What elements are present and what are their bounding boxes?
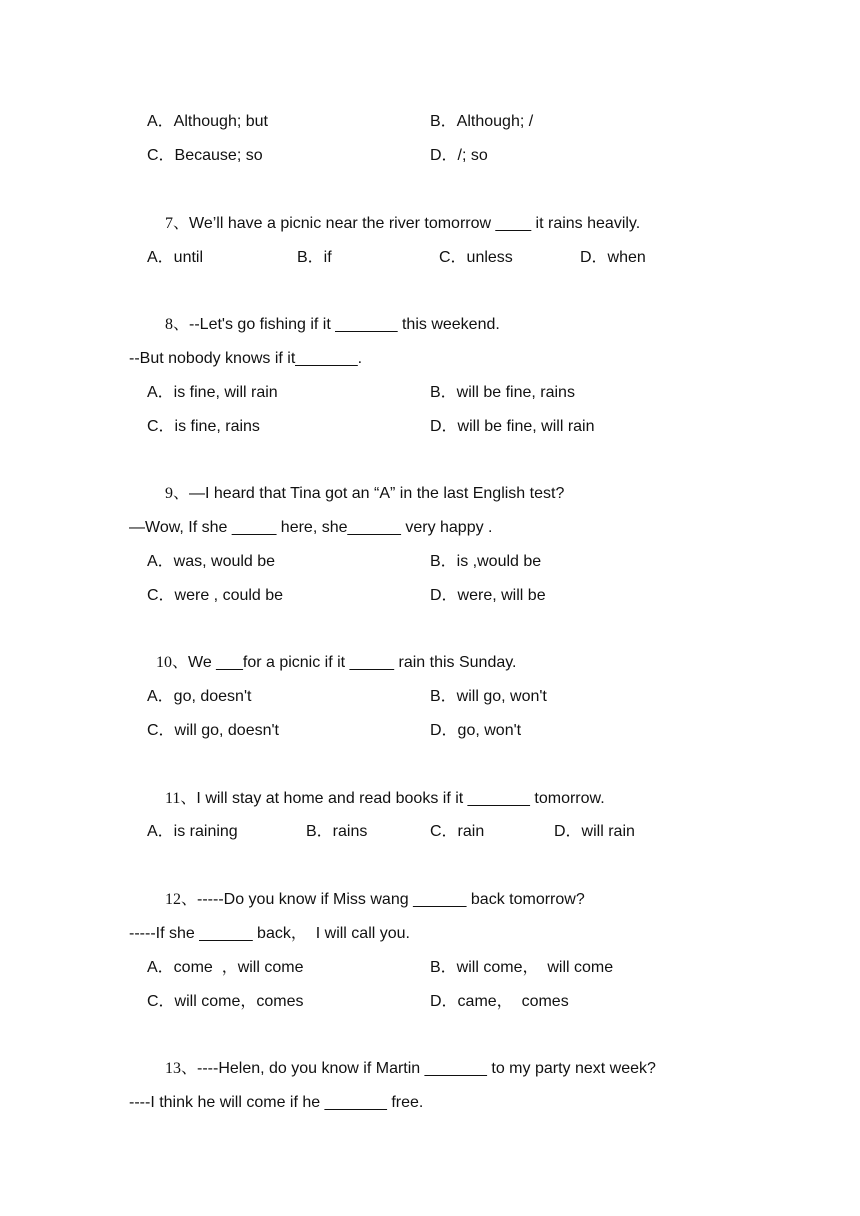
q12-option-a: A．come ，will come	[147, 959, 304, 976]
q6-option-a: A．Although; but	[147, 113, 268, 130]
q12-option-b: B．will come， will come	[430, 959, 614, 976]
q7-option-c: C．unless	[439, 249, 513, 266]
q13-stem-line	[165, 1059, 656, 1079]
q12-stem: -----Do you know if Miss wang ______ back tomorrow?	[197, 891, 585, 908]
q9-option-b: B．is ,would be	[430, 553, 542, 570]
q8-stem: --Let's go fishing if it _______ this weekend.	[189, 316, 500, 333]
q9-option-a: A．was, would be	[147, 553, 276, 570]
q10-option-b: B．will go, won't	[430, 688, 547, 705]
q11-option-c: C．rain	[430, 823, 485, 840]
q6-option-d: D．/; so	[430, 147, 488, 164]
q6-option-c: C．Because; so	[147, 147, 263, 164]
q11-option-b: B．rains	[306, 823, 368, 840]
q10-stem: We ___for a picnic if it _____ rain this Sunday.	[188, 654, 517, 671]
q11-stem-line	[165, 789, 605, 809]
q12-option-d: D．came， comes	[430, 993, 569, 1010]
q7-stem-line	[165, 214, 640, 234]
q9-option-c: C．were , could be	[147, 587, 284, 604]
q8-option-a: A．is fine, will rain	[147, 384, 278, 401]
q8-stem-line	[165, 315, 500, 335]
q8-option-c: C．is fine, rains	[147, 418, 260, 435]
q7-option-b: B．if	[297, 249, 332, 266]
q9-number: 9、	[165, 485, 190, 502]
q13-number: 13、	[165, 1060, 198, 1077]
q11-stem: I will stay at home and read books if it _______ tomorrow.	[196, 790, 605, 807]
q12-stem-line	[165, 890, 585, 910]
q8-number: 8、	[165, 316, 190, 333]
q10-option-d: D．go, won't	[430, 722, 522, 739]
q13-stem: ----Helen, do you know if Martin _______ to my party next week?	[197, 1060, 656, 1077]
q7-option-a: A．until	[147, 249, 204, 266]
q9-stem-line	[165, 484, 564, 504]
q10-option-c: C．will go, doesn't	[147, 722, 280, 739]
q13-line2: ----I think he will come if he _______ free.	[129, 1094, 424, 1111]
q7-option-d: D．when	[580, 249, 646, 266]
q8-line2: --But nobody knows if it_______.	[129, 350, 363, 367]
q9-option-d: D．were, will be	[430, 587, 546, 604]
q11-option-d: D．will rain	[554, 823, 635, 840]
q8-option-d: D．will be fine, will rain	[430, 418, 595, 435]
q10-option-a: A．go, doesn't	[147, 688, 252, 705]
q6-option-b: B．Although; /	[430, 113, 534, 130]
q7-number: 7、	[165, 215, 190, 232]
q12-option-c: C．will come，comes	[147, 993, 304, 1010]
q11-option-a: A．is raining	[147, 823, 238, 840]
q7-stem: We’ll have a picnic near the river tomorrow ____ it rains heavily.	[189, 215, 641, 232]
q8-option-b: B．will be fine, rains	[430, 384, 575, 401]
q11-number: 11、	[165, 790, 197, 807]
q10-stem-line	[156, 653, 517, 673]
q9-line2: —Wow, If she _____ here, she______ very happy .	[129, 519, 493, 536]
q9-stem: —I heard that Tina got an “A” in the last English test?	[189, 485, 565, 502]
q12-number: 12、	[165, 891, 198, 908]
q12-line2: -----If she ______ back， I will call you.	[129, 925, 410, 942]
q10-number: 10、	[156, 654, 189, 671]
